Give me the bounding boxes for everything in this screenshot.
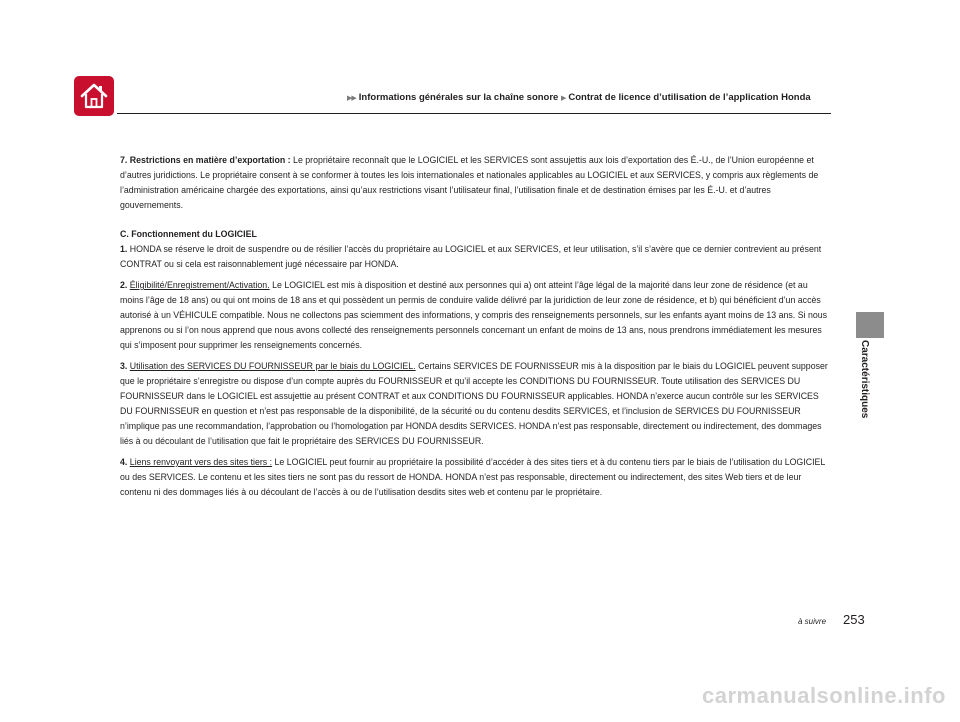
paragraph-3 (120, 359, 833, 449)
paragraph-2 (120, 278, 833, 353)
paragraph-4-title: Liens renvoyant vers des sites tiers : (129, 457, 273, 467)
home-icon (79, 82, 109, 110)
header-divider (117, 113, 831, 114)
paragraph-4-text: Le LOGICIEL peut fournir au propriétaire la possibilité d’accéder à des sites tiers et à du contenu tiers par le biais de l’utilisation du LOGICIEL ou des SERVICES. Le contenu et les sites tiers ne sont pas du ressort de HONDA. HONDA n’est pas responsable, directement ou indirectement, des sites Web tiers et de leur contenu ni des dommages liés à ou découlant de l’accès à ou de l’utilisation desdits sites web et contenu par le propriétaire. (120, 457, 825, 497)
watermark: carmanualsonline.info (702, 683, 946, 708)
section-7 (120, 153, 833, 213)
paragraph-1 (120, 242, 833, 272)
section-tab-label: Caractéristiques (859, 340, 870, 419)
breadcrumb-arrow-icon: ▶▶ (347, 95, 356, 102)
section-7-heading: 7. Restrictions en matière d’exportation : (120, 155, 291, 165)
paragraph-3-title: Utilisation des SERVICES DU FOURNISSEUR par le biais du LOGICIEL. (129, 361, 416, 371)
paragraph-1-text: HONDA se réserve le droit de suspendre ou de résilier l’accès du propriétaire au LOGICIEL et aux SERVICES, et leur utilisation, s’il s’avère que ce dernier contrevient au présent CONTRAT ou si cela est raisonnablement jugé nécessaire par HONDA. (120, 244, 822, 269)
home-button[interactable] (74, 76, 114, 116)
document-body (120, 153, 833, 506)
section-7-text: Le propriétaire reconnaît que le LOGICIEL et les SERVICES sont assujettis aux lois d’exportation des É.-U., de l’Union européenne et d’autres juridictions. Le propriétaire consent à se conformer à toutes les lois internationales et nationales applicables au LOGICIEL et aux SERVICES, y compris aux règlements de l’administration américaine chargée des exportations, ainsi qu’aux restrictions visant l’utilisateur final, l’utilisation finale et de destination émises par les É.-U. et d’autres gouvernements. (120, 155, 819, 210)
breadcrumb-separator-icon: ▶ (560, 95, 566, 102)
paragraph-2-text: Le LOGICIEL est mis à disposition et destiné aux personnes qui a) ont atteint l’âge légal de la majorité dans leur zone de résidence (et au moins l’âge de 18 ans) ou qui ont moins de 18 ans et qui possèdent un permis de conduire valide délivré par la juridiction de leur zone de résidence, et b) qui bénéficient d’un accès autorisé à un VÉHICULE compatible. Nous ne collectons pas sciemment des informations, y compris des renseignements personnels, sur les enfants ayant moins de 13 ans. Si nous apprenons ou si l’on nous apprend que nous avons collecté des renseignements personnels concernant un enfant de moins de 13 ans, nous prendrons immédiatement les mesures qui s’imposent pour supprimer les renseignements concernés. (120, 280, 828, 350)
paragraph-2-number: 2. (120, 280, 128, 290)
paragraph-3-number: 3. (120, 361, 128, 371)
breadcrumb (347, 92, 811, 103)
paragraph-4-number: 4. (120, 457, 128, 467)
paragraph-3-text: Certains SERVICES DE FOURNISSEUR mis à la disposition par le biais du LOGICIEL peuvent supposer que le propriétaire s’enregistre ou dispose d’un compte auprès du FOURNISSEUR et qu’il accepte les CONDITIONS DU FOURNISSEUR. Toute utilisation des SERVICES DU FOURNISSEUR dans le LOGICIEL est assujettie au présent CONTRAT et aux CONDITIONS DU FOURNISSEUR applicables. HONDA n’exerce aucun contrôle sur les SERVICES DU FOURNISSEUR en question et n’est pas responsable de la disponibilité, de la sécurité ou du contenu desdits SERVICES, et l’inclusion de SERVICES DU FOURNISSEUR n’implique pas une recommandation, l’approbation ou l’homologation par HONDA desdits SERVICES. HONDA n’est pas responsable, directement ou indirectement, des dommages liés à ou découlant de l’utilisation que fait le propriétaire des SERVICES DU FOURNISSEUR. (120, 361, 828, 446)
section-tab[interactable] (856, 312, 884, 338)
section-c (120, 227, 833, 242)
breadcrumb-item-sound-system[interactable]: Informations générales sur la chaîne sonore (358, 92, 559, 103)
section-c-heading: C. Fonctionnement du LOGICIEL (120, 229, 257, 239)
breadcrumb-item-license[interactable]: Contrat de licence d’utilisation de l’application Honda (568, 92, 811, 103)
paragraph-2-title: Éligibilité/Enregistrement/Activation. (129, 280, 270, 290)
page-number: 253 (843, 612, 865, 627)
paragraph-1-number: 1. (120, 244, 128, 254)
continued-label: à suivre (798, 617, 827, 626)
paragraph-4 (120, 455, 833, 500)
